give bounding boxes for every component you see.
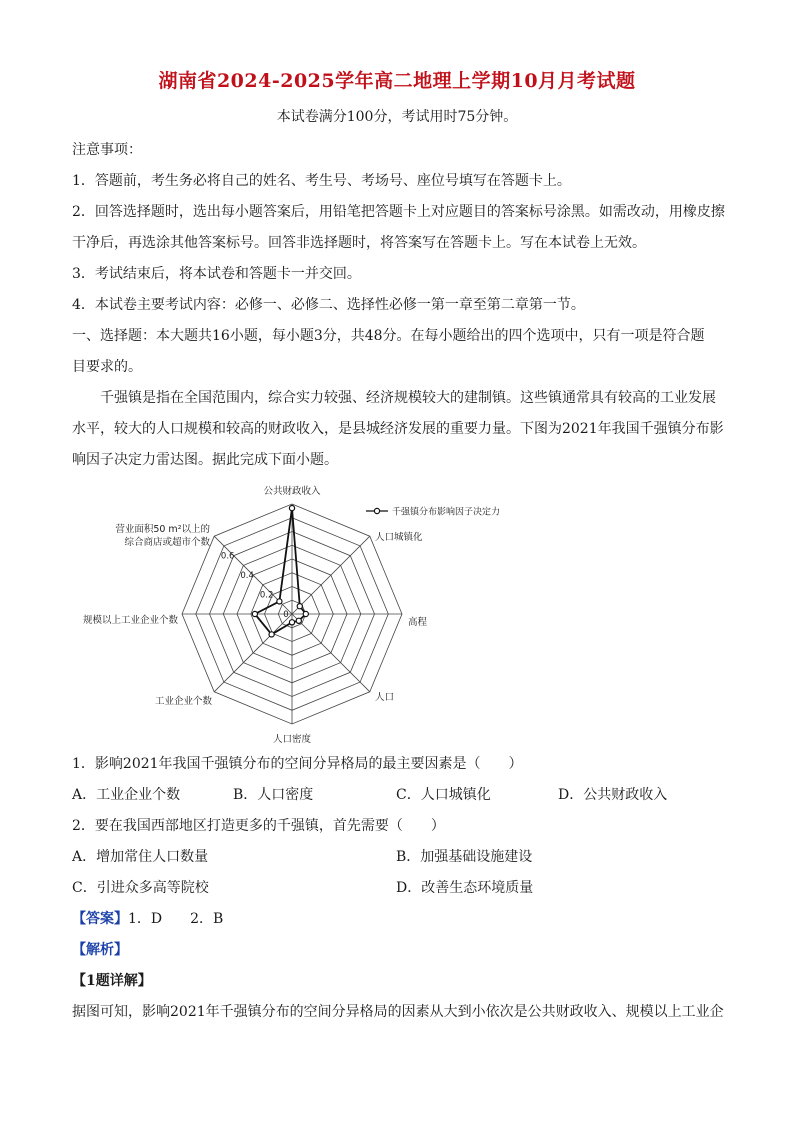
analysis-label: 【解析】 <box>72 942 128 958</box>
data-point <box>296 618 301 623</box>
legend-label: 千强镇分布影响因子决定力 <box>392 507 501 518</box>
axis-label: 综合商店或超市个数 <box>124 537 210 548</box>
axis-label: 人口城镇化 <box>375 532 423 543</box>
tick-label: 0 <box>283 610 289 620</box>
notice-item: 干净后，再选涂其他答案标号。回答非选择题时，将答案写在答题卡上。写在本试卷上无效。 <box>72 235 646 251</box>
q1-option-b: B．人口密度 <box>233 787 314 803</box>
q1-option-d: D．公共财政收入 <box>558 787 668 803</box>
data-point <box>269 632 274 637</box>
passage-line: 响因子决定力雷达图。据此完成下面小题。 <box>72 452 338 468</box>
axis-label: 工业企业个数 <box>154 696 212 707</box>
axis-label: 规模以上工业企业个数 <box>82 615 178 626</box>
chart-legend <box>366 506 500 518</box>
q2-option-c: C．引进众多高等院校 <box>72 880 209 896</box>
section-heading: 一、选择题：本大题共16小题，每小题3分，共48分。在每小题给出的四个选项中，只有一项是符合题 <box>72 328 705 344</box>
tick-label: 0.4 <box>240 571 254 582</box>
data-point <box>252 611 257 616</box>
axis-label: 营业面积50 m²以上的 <box>115 524 210 535</box>
q1-option-c: C．人口城镇化 <box>396 787 491 803</box>
answer-label: 【答案】 <box>72 911 128 927</box>
q2-option-d: D．改善生态环境质量 <box>396 880 534 896</box>
document-title: 湖南省2024-2025学年高二地理上学期10月月考试题 <box>158 70 636 92</box>
q2-option-a: A．增加常住人口数量 <box>72 849 209 865</box>
axis-label: 人口 <box>375 692 395 703</box>
q2-option-b: B．加强基础设施建设 <box>396 849 533 865</box>
detail-1-text: 据图可知，影响2021年千强镇分布的空间分异格局的因素从大到小依次是公共财政收入、规模以上工业企 <box>72 1004 724 1020</box>
answer-line <box>72 909 732 929</box>
exam-info: 本试卷满分100分，考试用时75分钟。 <box>276 109 518 125</box>
radar-chart <box>70 478 540 746</box>
axis-label: 人口密度 <box>272 734 312 745</box>
data-point <box>289 620 294 625</box>
notice-item: 2．回答选择题时，选出每小题答案后，用铅笔把答题卡上对应题目的答案标号涂黑。如需改动，用橡皮擦 <box>72 204 725 220</box>
data-point <box>303 611 308 616</box>
question-2-stem: 2．要在我国西部地区打造更多的千强镇，首先需要（ ） <box>72 818 445 834</box>
notice-item: 4．本试卷主要考试内容：必修一、必修二、选择性必修一第一章至第二章第一节。 <box>72 297 585 313</box>
data-point <box>297 604 302 609</box>
q1-option-a: A．工业企业个数 <box>72 787 181 803</box>
axis-label: 公共财政收入 <box>263 486 321 497</box>
tick-label: 0.6 <box>220 551 235 562</box>
passage-line: 水平，较大的人口规模和较高的财政收入，是县城经济发展的重要力量。下图为2021年我国千强镇分布影 <box>72 421 724 437</box>
passage-line: 千强镇是指在全国范围内，综合实力较强、经济规模较大的建制镇。这些镇通常具有较高的工业发展 <box>100 390 716 406</box>
section-heading-cont: 目要求的。 <box>72 359 142 375</box>
axis-label: 高程 <box>408 617 428 628</box>
notice-heading: 注意事项： <box>72 142 142 158</box>
answer-text: 1．D 2．B <box>128 911 224 927</box>
data-point <box>277 599 282 604</box>
notice-item: 3．考试结束后，将本试卷和答题卡一并交回。 <box>72 266 361 282</box>
data-point <box>289 506 294 511</box>
question-1-stem: 1．影响2021年我国千强镇分布的空间分异格局的最主要因素是（ ） <box>72 756 523 772</box>
notice-item: 1．答题前，考生务必将自己的姓名、考生号、考场号、座位号填写在答题卡上。 <box>72 173 571 189</box>
legend-marker <box>374 508 379 513</box>
detail-1-label: 【1题详解】 <box>72 973 152 989</box>
tick-label: 0.2 <box>259 590 274 601</box>
